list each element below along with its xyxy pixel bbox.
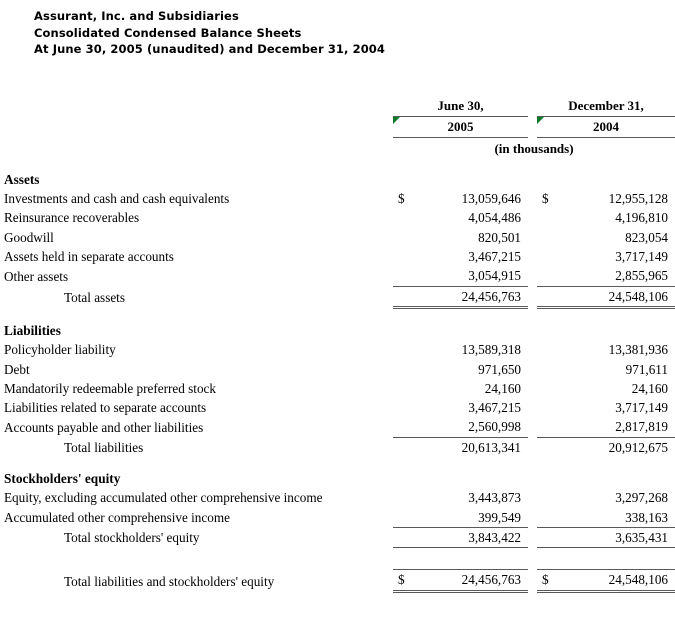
row-value-col2: 3,717,149 <box>615 249 668 265</box>
row-value-col1: 13,589,318 <box>461 342 521 358</box>
row-value-col1: 3,443,873 <box>468 490 521 506</box>
row-value-col1: 3,467,215 <box>468 400 521 416</box>
row-label: Accumulated other comprehensive income <box>4 510 230 526</box>
total-row <box>0 437 675 457</box>
header-gap-2 <box>528 117 537 137</box>
balance-sheet-table <box>0 96 675 593</box>
title-line-statement: Consolidated Condensed Balance Sheets <box>34 25 302 40</box>
section-heading-stockholders-equity: Stockholders' equity <box>4 471 121 487</box>
table-row <box>0 360 675 379</box>
spacer <box>0 560 675 570</box>
col2-year-header <box>537 117 675 137</box>
row-currency-col1: $ <box>398 191 405 207</box>
row-value-col1: 3,054,915 <box>468 268 521 284</box>
section-heading-row <box>0 321 675 340</box>
header-blank <box>0 96 393 117</box>
grand-total-currency-col1: $ <box>393 570 406 591</box>
table-row <box>0 266 675 286</box>
row-label: Other assets <box>4 268 69 284</box>
row-value-col2: 13,381,936 <box>608 342 668 358</box>
spacer <box>0 158 675 170</box>
total-row <box>0 527 675 547</box>
table-row <box>0 247 675 266</box>
row-value-col2: 2,817,819 <box>615 419 668 435</box>
header-row-year <box>0 117 675 137</box>
total-label: Total liabilities <box>64 439 144 455</box>
total-value-col1: 20,613,341 <box>406 437 528 457</box>
title-line-period: At June 30, 2005 (unaudited) and December 31, 2004 <box>34 42 385 56</box>
total-value-col1: 3,843,422 <box>406 527 528 547</box>
header-blank-2 <box>0 117 393 137</box>
row-label: Liabilities related to separate accounts <box>4 400 207 416</box>
total-value-col2: 3,635,431 <box>550 527 675 547</box>
spacer <box>0 307 675 321</box>
total-label: Total stockholders' equity <box>64 530 200 546</box>
row-value-col1: 399,549 <box>478 509 521 525</box>
row-label: Assets held in separate accounts <box>4 249 174 265</box>
section-heading-row <box>0 170 675 189</box>
row-value-col2: 12,955,128 <box>608 191 668 207</box>
row-label: Mandatorily redeemable preferred stock <box>4 380 216 396</box>
row-label: Accounts payable and other liabilities <box>4 419 204 435</box>
row-value-col2: 4,196,810 <box>615 210 668 226</box>
row-value-col1: 820,501 <box>478 229 521 245</box>
row-value-col1: 13,059,646 <box>461 191 521 207</box>
header-gap <box>528 96 537 117</box>
green-triangle-marker-icon <box>393 117 400 124</box>
row-currency-col2: $ <box>542 191 549 207</box>
table-row <box>0 417 675 437</box>
row-value-col2: 3,717,149 <box>615 400 668 416</box>
units-row <box>0 137 675 158</box>
spacer <box>0 457 675 469</box>
row-value-col1: 3,467,215 <box>468 249 521 265</box>
total-value-col2: 24,548,106 <box>550 286 675 307</box>
row-value-col2: 971,611 <box>625 361 668 377</box>
table-row <box>0 488 675 507</box>
row-value-col2: 24,160 <box>631 380 668 396</box>
row-value-col1: 2,560,998 <box>468 419 521 435</box>
row-value-col2: 823,054 <box>625 229 668 245</box>
table-row <box>0 398 675 417</box>
row-value-col2: 3,297,268 <box>615 490 668 506</box>
table-row <box>0 228 675 247</box>
total-value-col1: 24,456,763 <box>406 286 528 307</box>
section-heading-row <box>0 469 675 488</box>
section-heading-assets: Assets <box>4 171 40 187</box>
green-triangle-marker-icon <box>537 117 544 124</box>
grand-total-value-col1: 24,456,763 <box>406 570 528 591</box>
col2-period-header: December 31, <box>537 96 675 117</box>
total-label: Total assets <box>64 290 125 306</box>
row-label: Policyholder liability <box>4 342 116 358</box>
row-value-col2: 2,855,965 <box>615 268 668 284</box>
row-value-col1: 24,160 <box>484 380 521 396</box>
col1-year-header <box>393 117 528 137</box>
grand-total-value-col2: 24,548,106 <box>550 570 675 591</box>
row-value-col2: 338,163 <box>625 509 668 525</box>
units-note: (in thousands) <box>494 140 574 156</box>
section-heading-liabilities: Liabilities <box>4 322 61 338</box>
row-label: Goodwill <box>4 229 54 245</box>
total-row <box>0 286 675 307</box>
row-label: Equity, excluding accumulated other comprehensive income <box>4 490 323 506</box>
table-row <box>0 379 675 398</box>
row-value-col1: 971,650 <box>478 361 521 377</box>
spacer <box>0 548 675 561</box>
table-row <box>0 508 675 528</box>
grand-total-row <box>0 570 675 591</box>
row-value-col1: 4,054,486 <box>468 210 521 226</box>
title-line-company: Assurant, Inc. and Subsidiaries <box>34 9 239 23</box>
row-label: Reinsurance recoverables <box>4 210 140 226</box>
row-label: Investments and cash and cash equivalents <box>4 191 230 207</box>
table-row <box>0 208 675 227</box>
document-title-block <box>34 8 385 58</box>
grand-total-label: Total liabilities and stockholders' equity <box>64 573 275 589</box>
col1-period-header: June 30, <box>393 96 528 117</box>
row-label: Debt <box>4 361 30 377</box>
table-row <box>0 340 675 359</box>
header-row-period <box>0 96 675 117</box>
units-blank <box>0 137 393 158</box>
total-value-col2: 20,912,675 <box>550 437 675 457</box>
col1-year-label: 2005 <box>447 119 474 135</box>
grand-total-currency-col2: $ <box>537 570 550 591</box>
col2-year-label: 2004 <box>593 119 619 135</box>
table-row <box>0 189 675 208</box>
